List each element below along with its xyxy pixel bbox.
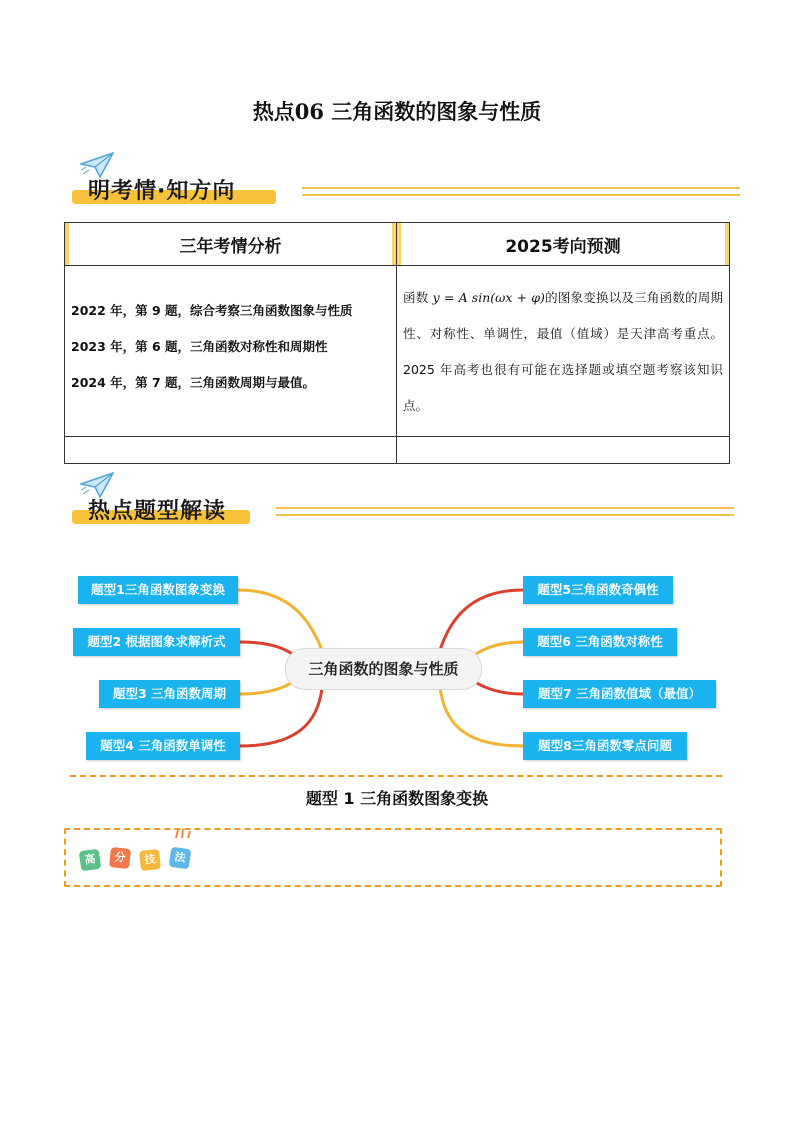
table-header-right: 2025考向预测 (397, 223, 730, 266)
badge-fa: 法 (169, 847, 192, 870)
exam-analysis-table (64, 222, 730, 464)
forecast-formula: y = A sin(ωx + φ) (432, 290, 545, 305)
mindmap-center-node[interactable]: 三角函数的图象与性质 (285, 648, 482, 690)
forecast-prefix: 函数 (403, 290, 429, 305)
topic-tag-2[interactable]: 题型2 根据图象求解析式 (73, 628, 240, 656)
forecast-text: 的图象变换以及三角函数的周期性、对称性、单调性，最值（值域）是天津高考重点。2025 年高考也很有可能在选择题或填空题考察该知识点。 (403, 290, 723, 413)
banner-rule (302, 187, 740, 196)
section-title: 热点题型解读 (88, 499, 227, 524)
table-cell-history (65, 266, 397, 437)
table-cell-forecast (397, 266, 730, 437)
topic-tag-6[interactable]: 题型6 三角函数对称性 (523, 628, 677, 656)
paper-plane-icon (80, 472, 114, 498)
table-empty-cell (397, 437, 730, 464)
badge-fen: 分 (109, 847, 131, 869)
table-header-left: 三年考情分析 (65, 223, 397, 266)
topic-tag-1[interactable]: 题型1三角函数图象变换 (78, 576, 238, 604)
history-line: 2022 年，第 9 题，综合考察三角函数图象与性质 (71, 303, 353, 318)
history-line: 2024 年，第 7 题，三角函数周期与最值。 (71, 375, 316, 390)
topic-tag-3[interactable]: 题型3 三角函数周期 (99, 680, 240, 708)
topic-tag-7[interactable]: 题型7 三角函数值域（最值） (523, 680, 716, 708)
sparkle-icon (174, 828, 192, 840)
topic-subheading: 题型 1 三角函数图象变换 (305, 789, 489, 808)
topic-tag-4[interactable]: 题型4 三角函数单调性 (86, 732, 240, 760)
banner-rule (276, 507, 734, 516)
paper-plane-icon (80, 152, 114, 178)
badge-gao: 高 (79, 849, 102, 872)
tip-box (64, 828, 722, 887)
page-title: 热点06 三角函数的图象与性质 (252, 99, 542, 124)
badge-ji: 技 (139, 849, 161, 871)
section-title: 明考情·知方向 (88, 179, 236, 204)
topic-tag-8[interactable]: 题型8三角函数零点问题 (523, 732, 687, 760)
dashed-divider (70, 775, 722, 777)
connector-5 (440, 590, 523, 650)
table-empty-cell (65, 437, 397, 464)
topic-tag-5[interactable]: 题型5三角函数奇偶性 (523, 576, 673, 604)
history-line: 2023 年，第 6 题，三角函数对称性和周期性 (71, 339, 328, 354)
connector-4 (240, 688, 322, 746)
connector-8 (440, 688, 523, 746)
